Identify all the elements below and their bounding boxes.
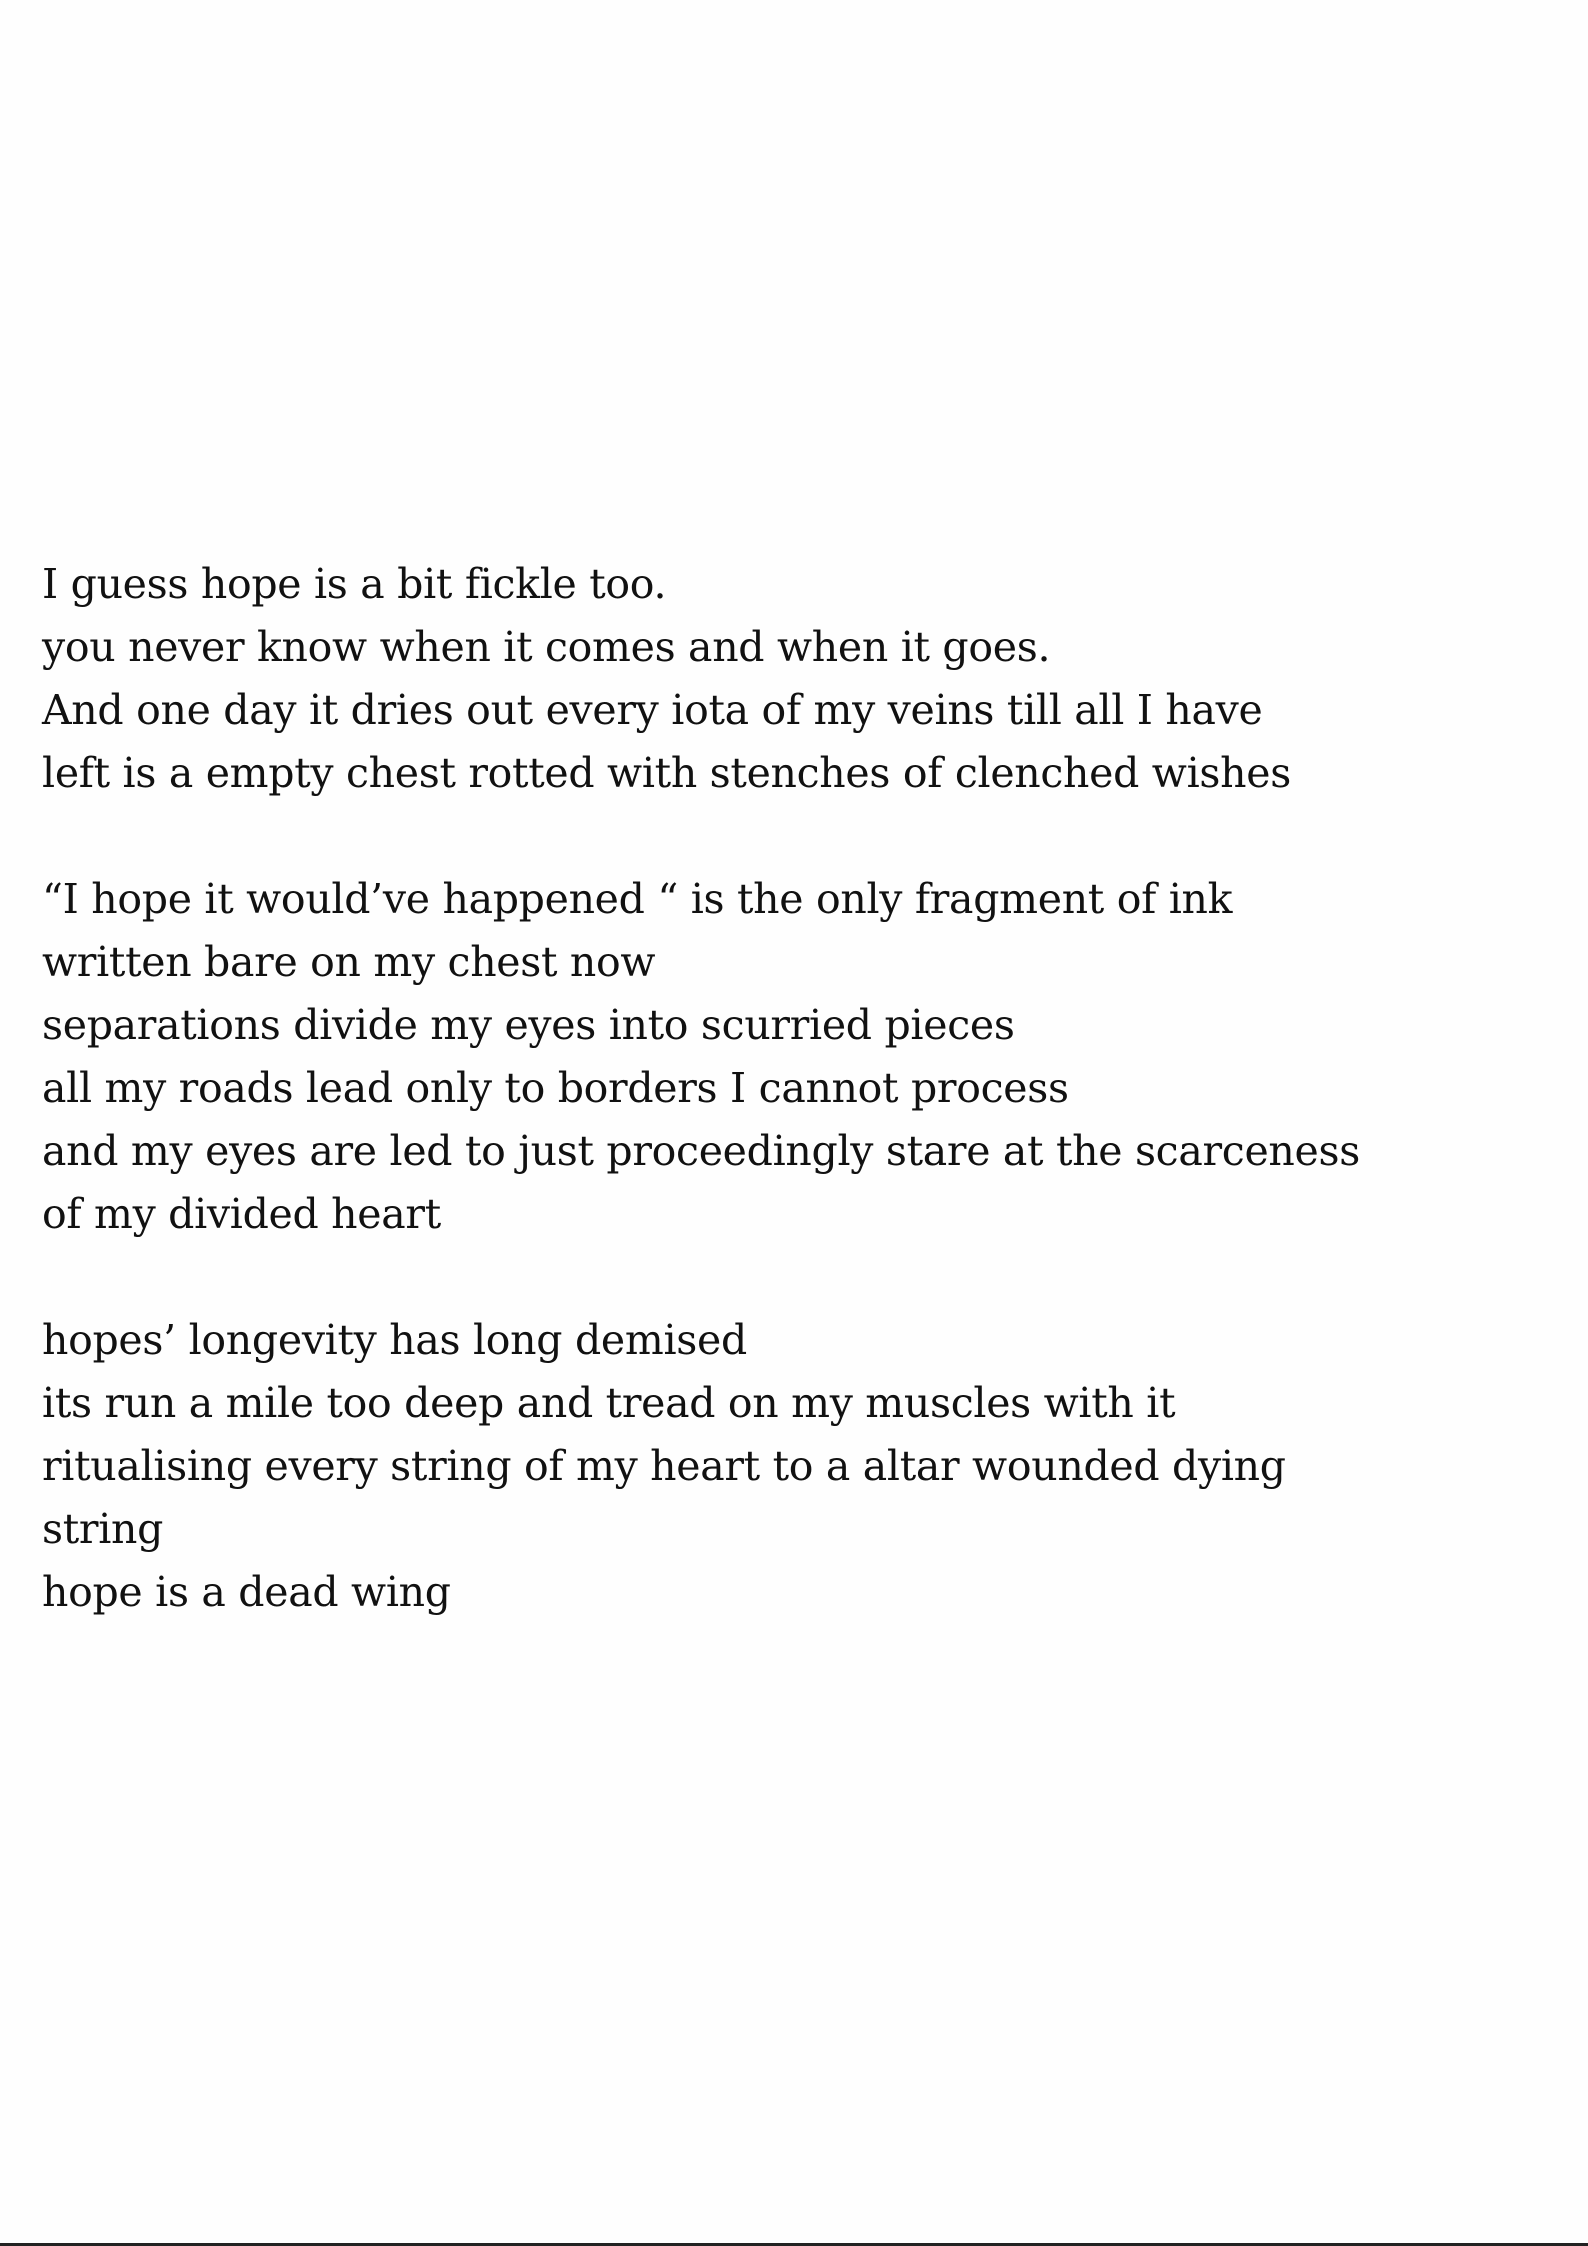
- poem-line: and my eyes are led to just proceedingly stare at the scarceness: [42, 1127, 1360, 1175]
- poem-line: hope is a dead wing: [42, 1568, 451, 1616]
- poem-body: [42, 553, 1542, 1687]
- poem-line: And one day it dries out every iota of my veins till all I have: [42, 686, 1263, 734]
- poem-line: left is a empty chest rotted with stenches of clenched wishes: [42, 749, 1291, 797]
- poem-line: written bare on my chest now: [42, 938, 656, 986]
- stanza-1: [42, 553, 1542, 805]
- poem-line: of my divided heart: [42, 1190, 441, 1238]
- poem-line: its run a mile too deep and tread on my muscles with it: [42, 1379, 1176, 1427]
- poem-line: all my roads lead only to borders I cannot process: [42, 1064, 1069, 1112]
- poem-line: ritualising every string of my heart to a altar wounded dying: [42, 1442, 1286, 1490]
- stanza-3: [42, 1309, 1542, 1624]
- poem-line: “I hope it would’ve happened “ is the only fragment of ink: [42, 875, 1233, 923]
- poem-line: string: [42, 1505, 164, 1553]
- poem-line: you never know when it comes and when it goes.: [42, 623, 1051, 671]
- poem-line: separations divide my eyes into scurried pieces: [42, 1001, 1015, 1049]
- poem-line: I guess hope is a bit fickle too.: [42, 560, 667, 608]
- stanza-2: [42, 868, 1542, 1246]
- poem-line: hopes’ longevity has long demised: [42, 1316, 747, 1364]
